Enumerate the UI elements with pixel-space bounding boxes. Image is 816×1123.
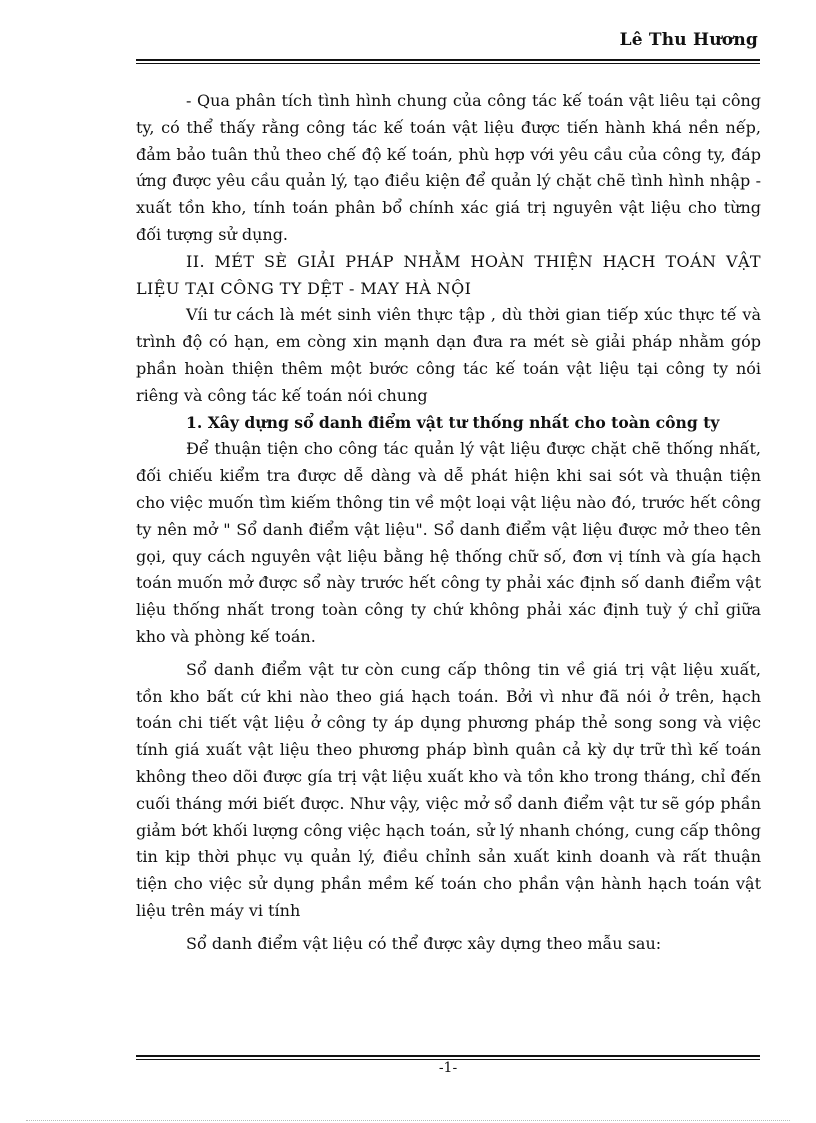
subsection-heading-1: 1. Xây dựng sổ danh điểm vật tư thống nhất cho toàn công ty	[186, 412, 720, 432]
paragraph-benefits: Sổ danh điểm vật tư còn cung cấp thông tin về giá trị vật liệu xuất, tồn kho bất cứ khi nào theo giá hạch toán. Bởi vì như đã nói ở trên, hạch toán chi tiết vật liệu ở công ty áp dụng phương pháp thẻ song song và việc tính giá xuất vật liệu theo phương pháp bình quân cả kỳ dự trữ thì kế toán không theo dõi được gía trị vật liệu xuất kho và tồn kho trong tháng, chỉ đến cuối tháng mới biết được. Như vậy, việc mở sổ danh điểm vật tư sẽ góp phần giảm bớt khối lượng công việc hạch toán, sử lý nhanh chóng, cung cấp thông tin kịp thời phục vụ quản lý, điều chỉnh sản xuất kinh doanh và rất thuận tiện cho việc sử dụng phần mềm kế toán cho phần vận hành hạch toán vật liệu trên máy vi tính	[136, 659, 761, 920]
page-number: -1-	[438, 1060, 458, 1076]
paragraph-purpose: Để thuận tiện cho công tác quản lý vật liệu được chặt chẽ thống nhất, đối chiếu kiểm tra được dễ dàng và dễ phát hiện khi sai sót và thuận tiện cho việc muốn tìm kiếm thông tin về một loại vật liệu nào đó, trước hết công ty nên mở " Sổ danh điểm vật liệu". Sổ danh điểm vật liệu được mở theo tên gọi, quy cách nguyên vật liệu bằng hệ thống chữ số, đơn vị tính và gía hạch toán muốn mở được sổ này trước hết công ty phải xác định số danh điểm vật liệu thống nhất trong toàn công ty chứ không phải xác định tuỳ ý chỉ giữa kho và phòng kế toán.	[136, 439, 761, 646]
paragraph-summary: - Qua phân tích tình hình chung của công tác kế toán vật liêu tại công ty, có thể thấy rằng công tác kế toán vật liệu được tiến hành khá nền nếp, đảm bảo tuân thủ theo chế độ kế toán, phù hợp với yêu cầu của công ty, đáp ứng được yêu cầu quản lý, tạo điều kiện để quản lý chặt chẽ tình hình nhập - xuất tồn kho, tính toán phân bổ chính xác giá trị nguyên vật liệu cho từng đối tượng sử dụng.	[136, 91, 761, 244]
section-heading-ii: II. MÉT SÈ GIẢI PHÁP NHẰM HOÀN THIỆN HẠCH TOÁN VẬT LIỆU TẠI CÔNG TY DỆT - MAY HÀ NỘI	[136, 251, 761, 298]
header-author: Lê Thu Hương	[619, 30, 758, 50]
header-rule	[136, 59, 760, 64]
body-text	[136, 88, 761, 958]
paragraph-template-intro: Sổ danh điểm vật liệu có thể được xây dựng theo mẫu sau:	[186, 933, 662, 953]
paragraph-intro: Víi tư cách là mét sinh viên thực tập , dù thời gian tiếp xúc thực tế và trình độ có hạn, em còng xin mạnh dạn đưa ra mét sè giải pháp nhằm góp phần hoàn thiện thêm một bước công tác kế toán vật liệu tại công ty nói riêng và công tác kế toán nói chung	[136, 305, 761, 405]
page-break-line	[26, 1120, 790, 1121]
